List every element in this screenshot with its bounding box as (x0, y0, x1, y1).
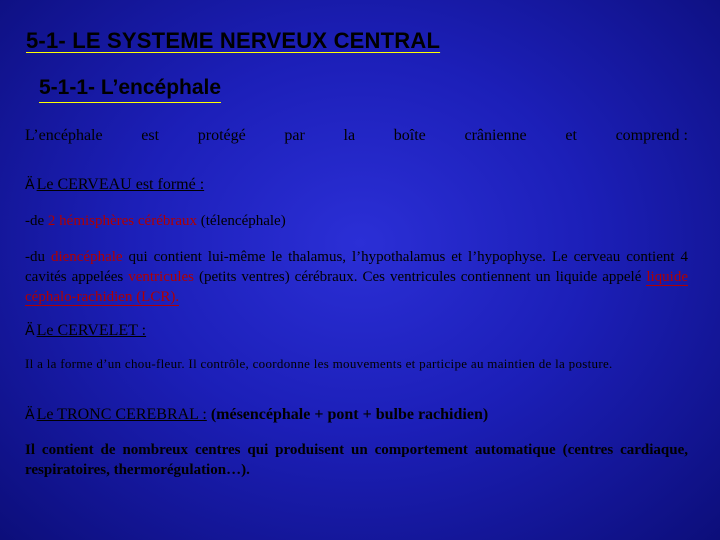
text-fragment: -de (25, 213, 48, 229)
intro-line (25, 127, 688, 145)
section-subtitle: 5-1-1- L’encéphale (39, 76, 221, 103)
diencephale-highlight: diencéphale (50, 249, 123, 265)
intro-word: boîte (393, 127, 426, 144)
tronc-heading-row (25, 406, 488, 424)
intro-word: protégé (197, 127, 246, 144)
page-title: 5-1- LE SYSTEME NERVEUX CENTRAL (26, 28, 441, 53)
cerveau-heading-row (25, 176, 204, 194)
lcr-highlight: liquide céphalo-rachidien (LCR). (25, 269, 689, 305)
arrow-bullet-icon: Ä (25, 177, 35, 193)
intro-word: la (343, 127, 356, 144)
cerveau-heading: Le CERVEAU est formé : (36, 176, 205, 193)
arrow-bullet-icon: Ä (25, 407, 35, 423)
cervelet-text: Il a la forme d’un chou-fleur. Il contrôle, coordonne les mouvements et participe au maintien de la posture. (25, 356, 613, 371)
cerveau-line-1 (25, 211, 688, 231)
text-fragment: (télencéphale) (197, 213, 286, 229)
intro-word: comprend : (615, 127, 688, 144)
text-fragment: (petits ventres) cérébraux. Ces ventricules contiennent un liquide appelé (194, 269, 647, 285)
intro-word: crânienne (464, 127, 527, 144)
intro-word: et (565, 127, 577, 144)
text-fragment: qui contient lui-même le thalamus, l’hypothalamus et l’hypophyse. Le cerveau contient 4 cavités appelées (25, 249, 688, 285)
cerveau-line-2 (25, 247, 688, 307)
cervelet-heading: Le CERVELET : (36, 322, 147, 339)
tronc-text: Il contient de nombreux centres qui produisent un comportement automatique (centres cardiaque, respiratoires, thermorégulation…). (25, 442, 688, 478)
ventricules-highlight: ventricules (128, 269, 195, 285)
text-fragment: -du (25, 249, 51, 265)
intro-word: L’encéphale (25, 127, 103, 144)
arrow-bullet-icon: Ä (25, 323, 35, 339)
tronc-heading-suffix: (mésencéphale + pont + bulbe rachidien) (206, 406, 489, 423)
intro-word: par (284, 127, 305, 144)
hemispheres-highlight: 2 hémisphères cérébraux (47, 213, 198, 229)
intro-word: est (141, 127, 160, 144)
cervelet-heading-row (25, 322, 146, 340)
tronc-heading: Le TRONC CEREBRAL : (36, 406, 207, 423)
